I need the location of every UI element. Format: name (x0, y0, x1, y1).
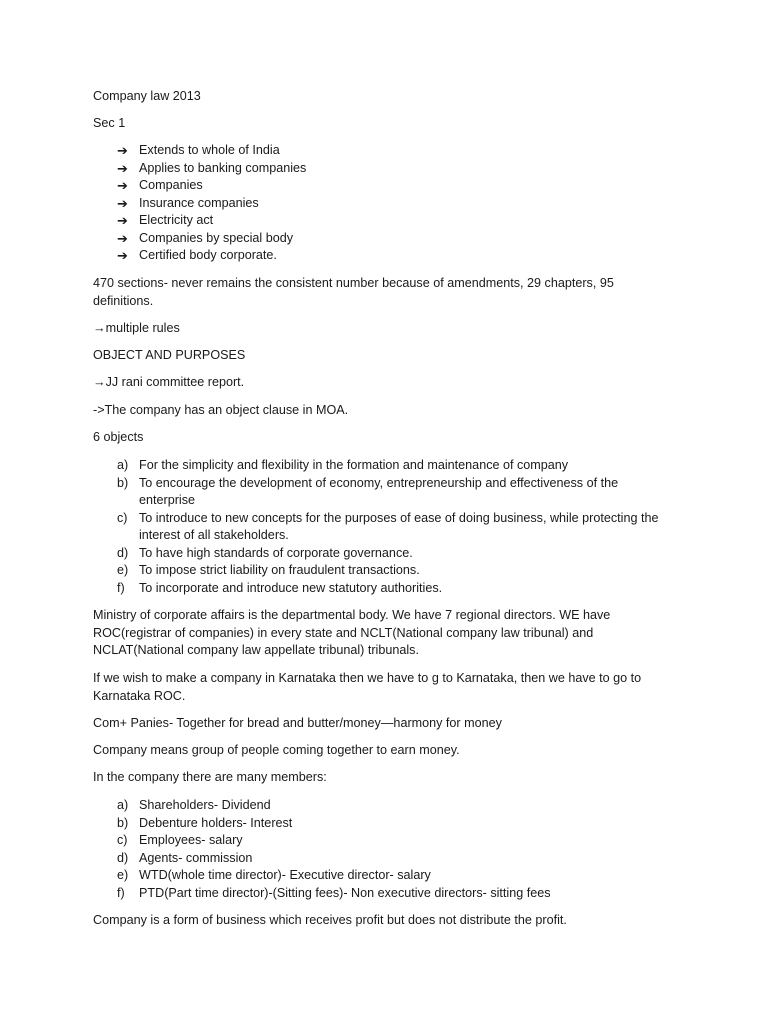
list-item: d) To have high standards of corporate governance. (117, 545, 413, 560)
list-item: ➔ Applies to banking companies (117, 160, 668, 178)
multiple-rules: →multiple rules (93, 321, 180, 335)
list-item: b) Debenture holders- Interest (117, 815, 293, 830)
list-item: a) For the simplicity and flexibility in the formation and maintenance of company (117, 458, 569, 472)
members-list (117, 797, 668, 902)
karnataka-paragraph: If we wish to make a company in Karnataka then we have to g to Karnataka, then we have to go to Karnataka ROC. (93, 671, 642, 703)
list-item: e) WTD(whole time director)- Executive director- salary (117, 868, 431, 882)
list-item: d) Agents- commission (117, 850, 253, 865)
ministry-paragraph: Ministry of corporate affairs is the departmental body. We have 7 regional directors. WE have ROC(registrar of companies) in every state and NCLT(National company law tribunal) and NCLAT(National company law appellate tribunal) tribunals. (93, 608, 611, 657)
list-item: e) To impose strict liability on fraudulent transactions. (117, 563, 420, 577)
list-item: f) To incorporate and introduce new statutory authorities. (117, 580, 443, 595)
company-means: Company means group of people coming together to earn money. (93, 743, 460, 757)
list-item: c) To introduce to new concepts for the purposes of ease of doing business, while protecting the interest of all stakeholders. (117, 510, 659, 542)
section-heading: Sec 1 (93, 116, 126, 130)
list-item: ➔ Certified body corporate. (117, 247, 668, 265)
object-clause-note: ->The company has an object clause in MOA. (93, 403, 349, 417)
list-item: ➔ Companies by special body (117, 230, 668, 248)
list-item: ➔ Companies (117, 177, 668, 195)
six-objects-label: 6 objects (93, 430, 144, 444)
list-item: a) Shareholders- Dividend (117, 798, 271, 812)
closing-paragraph: Company is a form of business which receives profit but does not distribute the profit. (93, 913, 567, 927)
sections-note: 470 sections- never remains the consistent number because of amendments, 29 chapters, 95 definitions. (93, 276, 614, 308)
objects-list (117, 457, 668, 597)
list-item: f) PTD(Part time director)-(Sitting fees)- Non executive directors- sitting fees (117, 885, 551, 900)
list-item: c) Employees- salary (117, 833, 243, 847)
list-item: ➔ Electricity act (117, 212, 668, 230)
list-item: ➔ Extends to whole of India (117, 142, 668, 160)
jj-rani-note: →JJ rani committee report. (93, 375, 245, 389)
objects-heading: OBJECT AND PURPOSES (93, 348, 246, 362)
companies-etymology: Com+ Panies- Together for bread and butter/money—harmony for money (93, 716, 502, 730)
list-item: b) To encourage the development of economy, entrepreneurship and effectiveness of the enterprise (117, 475, 619, 507)
list-item: ➔ Insurance companies (117, 195, 668, 213)
doc-title: Company law 2013 (93, 89, 201, 103)
sec1-list (117, 142, 668, 265)
members-intro: In the company there are many members: (93, 770, 327, 784)
